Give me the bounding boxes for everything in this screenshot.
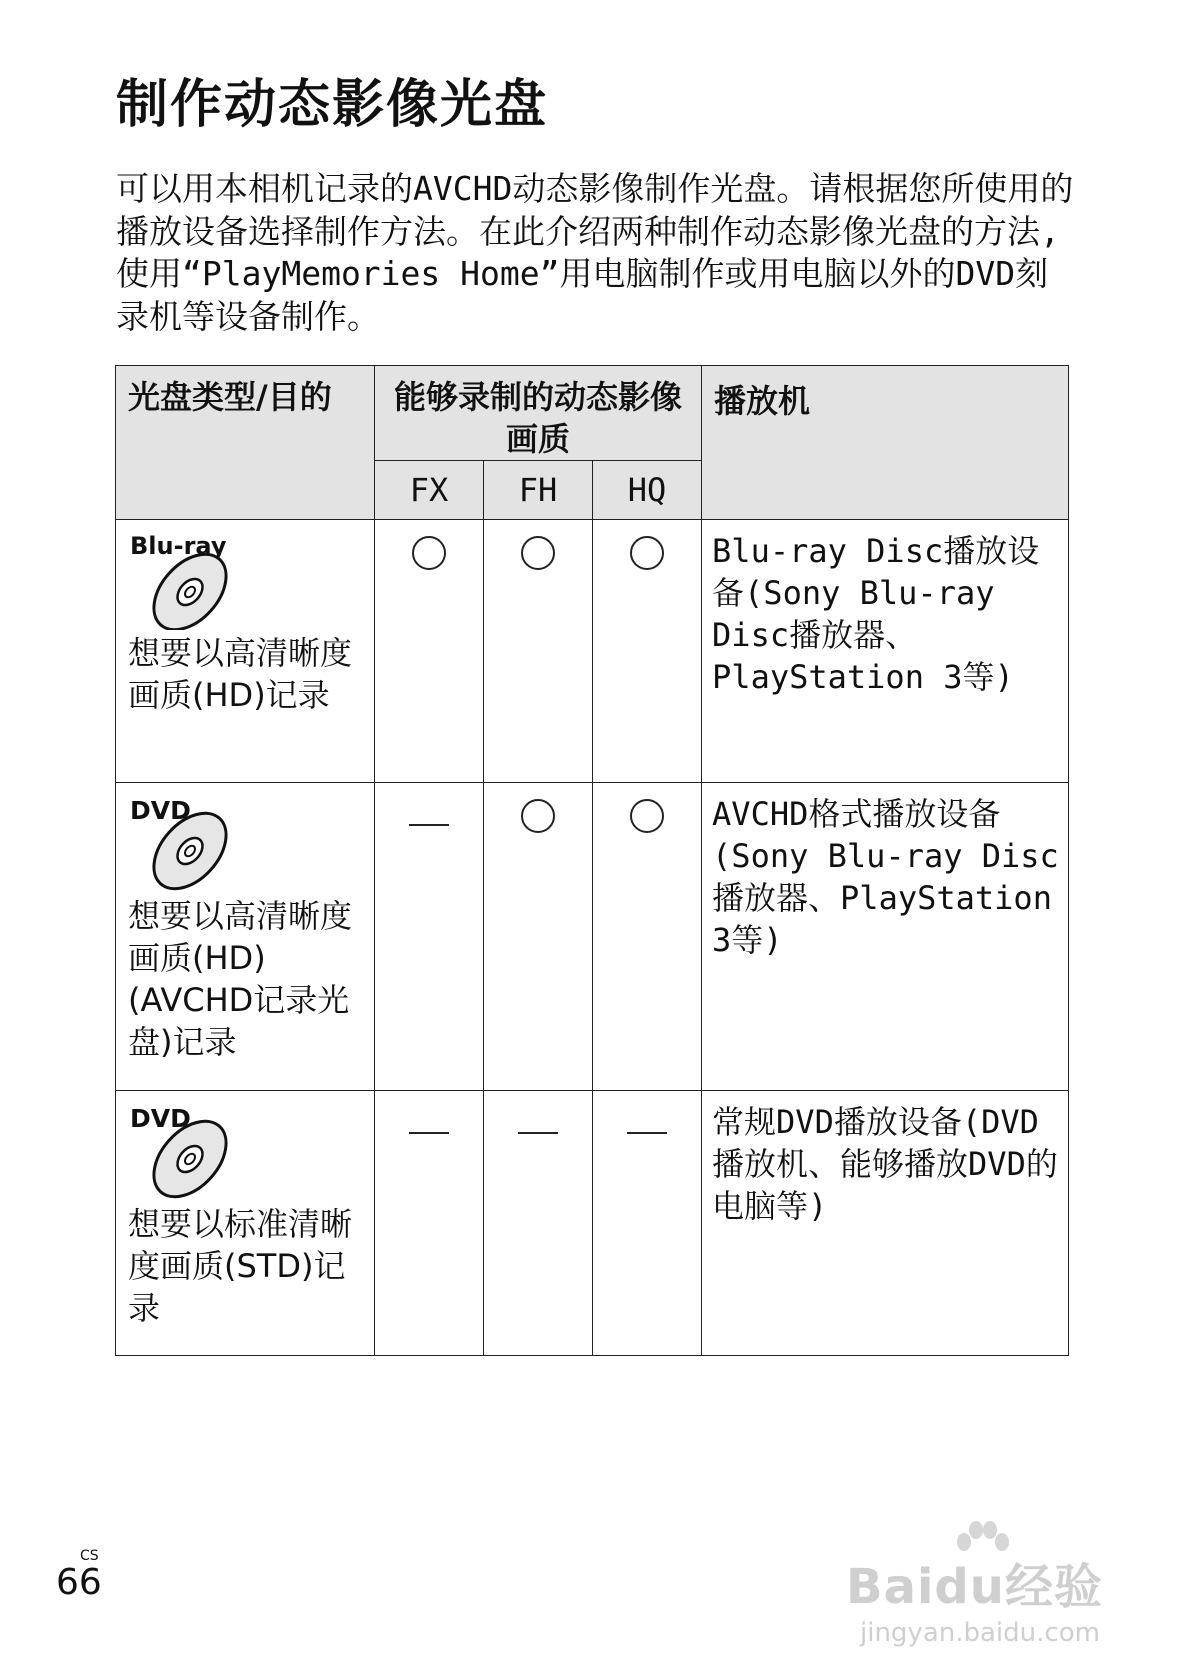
header-hq: HQ (593, 461, 702, 520)
header-fx: FX (375, 461, 484, 520)
table-row (116, 520, 1069, 783)
dash-mark (518, 1132, 558, 1134)
dvd-disc-icon (128, 1101, 238, 1201)
circle-mark (521, 799, 555, 833)
purpose-cell (116, 1091, 375, 1356)
table-row (116, 1091, 1069, 1356)
dvd-disc-icon (128, 793, 238, 893)
hq-mark (593, 783, 702, 1091)
fx-mark (375, 783, 484, 1091)
language-code: CS (80, 1548, 99, 1564)
header-disc-type: 光盘类型/目的 (116, 366, 375, 520)
disc-type-table (115, 365, 1069, 1356)
hq-mark (593, 520, 702, 783)
purpose-text: 想要以标准清晰度画质(STD)记录 (128, 1205, 353, 1327)
circle-mark (630, 799, 664, 833)
page-number: 66 (56, 1562, 102, 1603)
bluray-disc-icon (128, 530, 238, 630)
player-cell: Blu-ray Disc播放设备(Sony Blu-ray Disc播放器、PlayStation 3等) (702, 520, 1069, 783)
dash-mark (627, 1132, 667, 1134)
watermark-brand: Baidu经验 (846, 1559, 1103, 1615)
purpose-text: 想要以高清晰度画质(HD)记录 (128, 634, 353, 714)
fh-mark (484, 520, 593, 783)
header-quality: 能够录制的动态影像画质 (375, 366, 702, 461)
header-player: 播放机 (702, 366, 1069, 520)
fx-mark (375, 1091, 484, 1356)
table-row (116, 783, 1069, 1091)
intro-paragraph: 可以用本相机记录的AVCHD动态影像制作光盘。请根据您所使用的播放设备选择制作方法。在此介绍两种制作动态影像光盘的方法,使用“PlayMemories Home”用电脑制作或用电脑以外的DVD刻录机等设备制作。 (116, 169, 1074, 336)
header-fh: FH (484, 461, 593, 520)
disc-logo-text: Blu-ray (130, 532, 227, 560)
dash-mark (409, 824, 449, 826)
dash-mark (409, 1132, 449, 1134)
fh-mark (484, 1091, 593, 1356)
fh-mark (484, 783, 593, 1091)
circle-mark (412, 536, 446, 570)
disc-logo-text: DVD (130, 796, 191, 825)
disc-logo-text: DVD (130, 1104, 191, 1133)
purpose-cell (116, 783, 375, 1091)
purpose-text: 想要以高清晰度画质(HD)(AVCHD记录光盘)记录 (128, 897, 353, 1061)
player-cell: 常规DVD播放设备(DVD播放机、能够播放DVD的电脑等) (702, 1091, 1069, 1356)
watermark-url: jingyan.baidu.com (860, 1618, 1100, 1648)
circle-mark (521, 536, 555, 570)
fx-mark (375, 520, 484, 783)
page-title: 制作动态影像光盘 (116, 75, 549, 135)
circle-mark (630, 536, 664, 570)
hq-mark (593, 1091, 702, 1356)
player-cell: AVCHD格式播放设备(Sony Blu-ray Disc播放器、PlayStation 3等) (702, 783, 1069, 1091)
purpose-cell (116, 520, 375, 783)
